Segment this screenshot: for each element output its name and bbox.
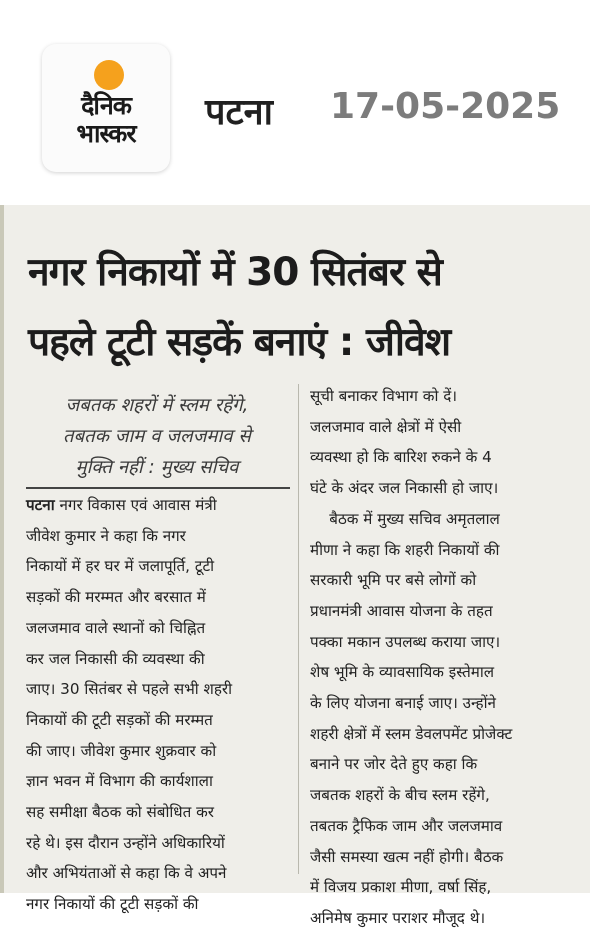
text-line: बनाने पर जोर देते हुए कहा कि: [310, 755, 478, 774]
text-line: मीणा ने कहा कि शहरी निकायों की: [310, 540, 500, 559]
text-line: निकायों में हर घर में जलापूर्ति, टूटी: [26, 557, 215, 576]
text-line: के लिए योजना बनाई जाए। उन्होंने: [310, 694, 496, 713]
text-line: पटना नगर विकास एवं आवास मंत्री: [26, 496, 217, 514]
text-line: सूची बनाकर विभाग को दें।: [310, 387, 458, 405]
subhead-line: जबतक शहरों में स्लम रहेंगे,: [65, 395, 249, 416]
text-line: सरकारी भूमि पर बसे लोगों को: [310, 571, 477, 590]
article-column-left: [26, 490, 292, 920]
text-line: शहरी क्षेत्रों में स्लम डेवलपमेंट प्रोजेक्ट: [310, 724, 513, 743]
text-line: घंटे के अंदर जल निकासी हो जाए।: [310, 479, 499, 498]
text-line: व्यवस्था हो कि बारिश रुकने के 4: [310, 448, 492, 467]
text-line: जलजमाव वाले स्थानों को चिह्नित: [26, 618, 206, 637]
article-headline: [28, 238, 583, 378]
text-line: प्रधानमंत्री आवास योजना के तहत: [310, 601, 493, 620]
edition-city: पटना: [205, 92, 273, 133]
text-line: जाए। 30 सितंबर से पहले सभी शहरी: [26, 680, 233, 699]
text-line: पक्का मकान उपलब्ध कराया जाए।: [310, 632, 501, 651]
text-line: बैठक में मुख्य सचिव अमृतलाल: [310, 509, 500, 528]
edition-date: 17-05-2025: [330, 86, 561, 127]
logo-sun-icon: [94, 60, 124, 90]
text-line: ज्ञान भवन में विभाग की कार्यशाला: [26, 772, 213, 791]
clipping-edge: [0, 205, 4, 893]
column-divider: [298, 384, 299, 874]
dainik-bhaskar-logo: [42, 44, 170, 172]
text-line: जलजमाव वाले क्षेत्रों में ऐसी: [310, 417, 462, 436]
text-line: की जाए। जीवेश कुमार शुक्रवार को: [26, 741, 217, 760]
subhead-divider: [26, 487, 290, 489]
text-line: जबतक शहरों के बीच स्लम रहेंगे,: [310, 786, 490, 805]
logo-text-line1: दैनिक: [81, 91, 131, 120]
article-subheadline: [28, 390, 286, 483]
text-line: सह समीक्षा बैठक को संबोधित कर: [26, 803, 215, 822]
text-line: जैसी समस्या खत्म नहीं होगी। बैठक: [310, 847, 504, 866]
article-column-right: [310, 381, 580, 934]
logo-text-line2: भास्कर: [76, 119, 136, 148]
text-line: अनिमेष कुमार पराशर मौजूद थे।: [310, 908, 486, 927]
headline-line: नगर निकायों में 30 सितंबर से: [28, 250, 442, 295]
subhead-line: मुक्ति नहीं : मुख्य सचिव: [75, 457, 239, 478]
text-line: रहे थे। इस दौरान उन्होंने अधिकारियों: [26, 833, 225, 852]
headline-line: पहले टूटी सड़कें बनाएं : जीवेश: [28, 320, 451, 365]
text-line: तबतक ट्रैफिक जाम और जलजमाव: [310, 816, 503, 835]
text-line: शेष भूमि के व्यावसायिक इस्तेमाल: [310, 663, 495, 682]
text-line: और अभियंताओं से कहा कि वे अपने: [26, 864, 227, 883]
text-line: सड़कों की मरम्मत और बरसात में: [26, 588, 206, 607]
text-line: निकायों की टूटी सड़कों की मरम्मत: [26, 710, 213, 729]
subhead-line: तबतक जाम व जलजमाव से: [63, 426, 251, 447]
text-line: नगर निकायों की टूटी सड़कों की: [26, 895, 199, 914]
text-line: जीवेश कुमार ने कहा कि नगर: [26, 526, 186, 545]
dateline: पटना: [26, 496, 55, 514]
page-header: [0, 0, 590, 205]
text-line: कर जल निकासी की व्यवस्था की: [26, 649, 205, 668]
text-line: में विजय प्रकाश मीणा, वर्षा सिंह,: [310, 878, 492, 897]
